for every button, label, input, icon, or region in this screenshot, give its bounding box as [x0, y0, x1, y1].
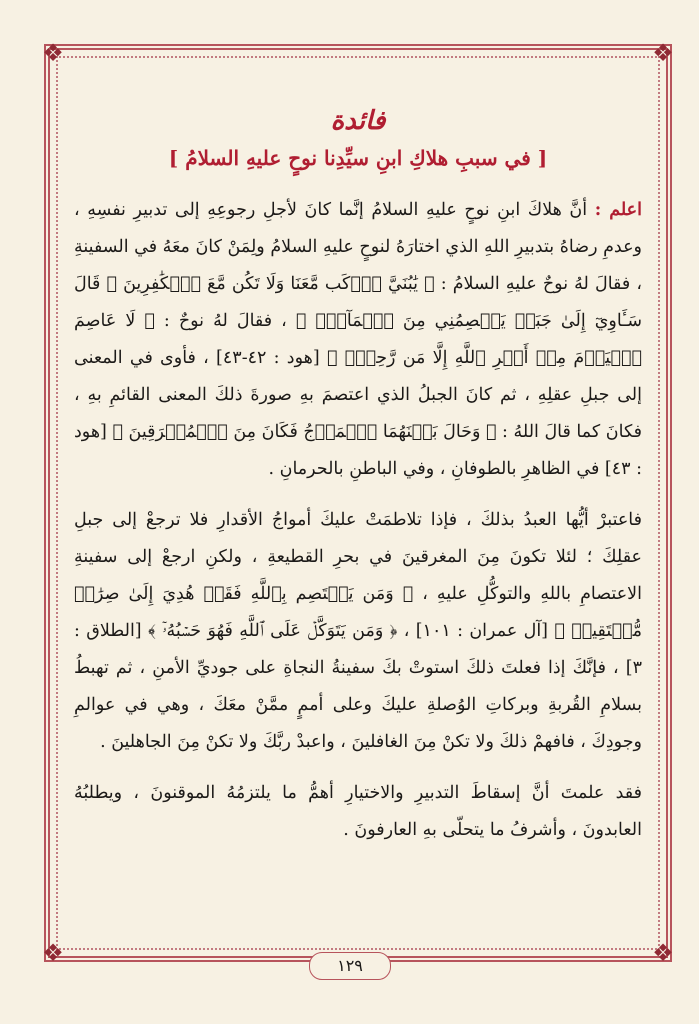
page-number: ١٢٩	[309, 952, 391, 980]
corner-ornament-icon: ❖	[42, 39, 64, 67]
paragraph-lead: اعلم :	[594, 200, 642, 220]
paragraph	[74, 775, 642, 849]
paragraph-text: أنَّ هلاكَ ابنِ نوحٍ عليهِ السلامُ إنَّما كانَ لأجلِ رجوعِهِ إلى تدبيرِ نفسِهِ ، وعدمِ رضاهُ بتدبيرِ اللهِ الذي اختارَهُ لنوحٍ عليهِ السلامُ ولِمَنْ كانَ معَهُ في السفينةِ ، فقالَ لهُ نوحٌ عليهِ السلامُ : ﴿ يَٰبُنَيَّ ٱرۡكَب مَّعَنَا وَلَا تَكُن مَّعَ ٱلۡكَٰفِرِينَ ﴾ قَالَ سَـَٔاوِيٓ إِلَىٰ جَبَلٖ يَعۡصِمُنِي مِنَ ٱلۡمَآءِۚ ﴾ ، فقالَ لهُ نوحٌ : ﴿ لَا عَاصِمَ ٱلۡيَوۡمَ مِنۡ أَمۡرِ ٱللَّهِ إِلَّا مَن رَّحِمَۚ ﴾ [هود : ٤٢-٤٣] ، فأوى في المعنى إلى جبلِ عقلِهِ ، ثم كانَ الجبلُ الذي اعتصمَ بهِ صورةَ ذلكَ المعنى القائمِ بهِ ، فكانَ كما قالَ اللهُ : ﴿ وَحَالَ بَيۡنَهُمَا ٱلۡمَوۡجُ فَكَانَ مِنَ ٱلۡمُغۡرَقِينَ ﴾ [هود : ٤٣] في الظاهرِ بالطوفانِ ، وفي الباطنِ بالحرمانِ .	[74, 200, 643, 479]
paragraph	[74, 502, 642, 761]
section-title: فائدة	[330, 106, 386, 136]
page-content	[74, 106, 642, 857]
section-subtitle: [ في سببِ هلاكِ ابنِ سيِّدِنا نوحٍ عليهِ السلامُ ]	[168, 146, 548, 170]
corner-ornament-icon: ❖	[42, 939, 64, 967]
corner-ornament-icon: ❖	[652, 39, 674, 67]
paragraph	[74, 192, 642, 488]
corner-ornament-icon: ❖	[652, 939, 674, 967]
paragraph-text: فقد علمتَ أنَّ إسقاطَ التدبيرِ والاختيارِ أهمُّ ما يلتزمُهُ الموقنونَ ، ويطلبُهُ العابدونَ ، وأشرفُ ما يتحلّى بهِ العارفونَ .	[74, 783, 642, 840]
paragraph-text: فاعتبرْ أيُّها العبدُ بذلكَ ، فإذا تلاطمَتْ عليكَ أمواجُ الأقدارِ فلا ترجعْ إلى جبلِ عقلِكَ ؛ لئلا تكونَ مِنَ المغرقينَ في بحرِ القطيعةِ ، ولكنِ ارجعْ إلى سفينةِ الاعتصامِ باللهِ والتوكُّلِ عليهِ ، ﴿ وَمَن يَعۡتَصِم بِٱللَّهِ فَقَدۡ هُدِيَ إِلَىٰ صِرَٰطٖ مُّسۡتَقِيمٖ ﴾ [آل عمران : ١٠١] ، ﴿ وَمَن يَتَوَكَّلۡ عَلَى ٱللَّهِ فَهُوَ حَسۡبُهُۥٓ ﴾ [الطلاق : ٣] ، فإنَّكَ إذا فعلتَ ذلكَ استوتْ بكَ سفينةُ النجاةِ على جوديِّ الأمنِ ، ثم تهبطُ بسلامِ القُربةِ وبركاتِ الوُصلةِ عليكَ وعلى أممٍ ممَّنْ معَكَ ، وهي في عوالمِ وجودِكَ ، فافهمْ ذلكَ ولا تكنْ مِنَ الغافلينَ ، واعبدْ ربَّكَ ولا تكنْ مِنَ الجاهلينَ .	[74, 510, 642, 752]
